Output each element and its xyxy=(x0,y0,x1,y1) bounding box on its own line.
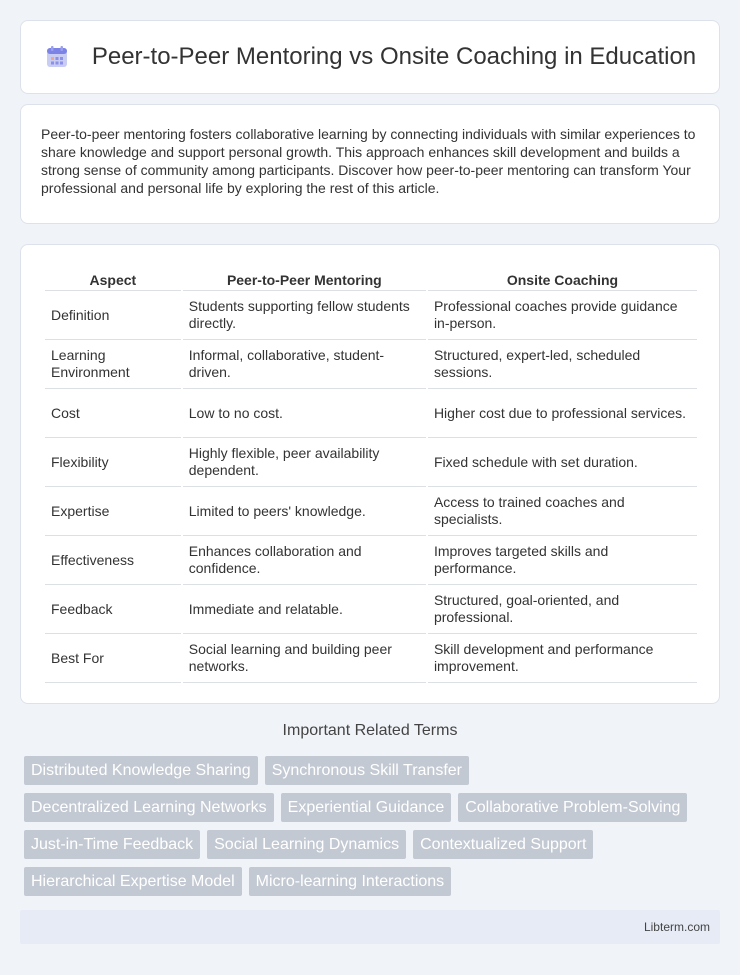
header-card xyxy=(20,20,720,94)
onsite-cell: Fixed schedule with set duration. xyxy=(428,438,697,487)
peer-cell: Immediate and relatable. xyxy=(183,585,426,634)
related-terms-list xyxy=(24,756,724,904)
tag-row xyxy=(24,793,724,822)
comparison-table xyxy=(43,265,699,683)
related-term-tag[interactable]: Hierarchical Expertise Model xyxy=(24,867,242,896)
onsite-cell: Professional coaches provide guidance in-person. xyxy=(428,291,697,340)
aspect-cell: Expertise xyxy=(45,487,181,536)
table-row xyxy=(45,291,697,340)
related-term-tag[interactable]: Social Learning Dynamics xyxy=(207,830,406,859)
table-row xyxy=(45,536,697,585)
table-row xyxy=(45,634,697,683)
header-onsite-coaching: Onsite Coaching xyxy=(428,265,697,291)
intro-text: Peer-to-peer mentoring fosters collaborative learning by connecting individuals with similar experiences to share knowledge and support personal growth. This approach enhances skill development and builds a strong sense of community among participants. Discover how peer-to-peer mentoring can transform Your professional and personal life by exploring the rest of this article. xyxy=(41,126,696,196)
footer xyxy=(20,910,720,944)
aspect-cell: Feedback xyxy=(45,585,181,634)
aspect-cell: Cost xyxy=(45,389,181,438)
related-term-tag[interactable]: Decentralized Learning Networks xyxy=(24,793,274,822)
page-title: Peer-to-Peer Mentoring vs Onsite Coaching in Education xyxy=(91,43,697,70)
related-terms-title: Important Related Terms xyxy=(282,722,458,739)
header-aspect: Aspect xyxy=(45,265,181,291)
comparison-card xyxy=(20,244,720,704)
related-term-tag[interactable]: Contextualized Support xyxy=(413,830,593,859)
peer-cell: Low to no cost. xyxy=(183,389,426,438)
calendar-icon xyxy=(44,44,70,70)
tag-row xyxy=(24,756,724,785)
peer-cell: Informal, collaborative, student-driven. xyxy=(183,340,426,389)
onsite-cell: Higher cost due to professional services. xyxy=(428,389,697,438)
aspect-cell: Flexibility xyxy=(45,438,181,487)
onsite-cell: Access to trained coaches and specialists. xyxy=(428,487,697,536)
table-row xyxy=(45,487,697,536)
peer-cell: Social learning and building peer networks. xyxy=(183,634,426,683)
onsite-cell: Structured, expert-led, scheduled sessions. xyxy=(428,340,697,389)
onsite-cell: Improves targeted skills and performance. xyxy=(428,536,697,585)
intro-card xyxy=(20,104,720,224)
related-term-tag[interactable]: Just-in-Time Feedback xyxy=(24,830,200,859)
related-term-tag[interactable]: Synchronous Skill Transfer xyxy=(265,756,469,785)
peer-cell: Highly flexible, peer availability dependent. xyxy=(183,438,426,487)
aspect-cell: Definition xyxy=(45,291,181,340)
related-term-tag[interactable]: Experiential Guidance xyxy=(281,793,452,822)
aspect-cell: Learning Environment xyxy=(45,340,181,389)
peer-cell: Enhances collaboration and confidence. xyxy=(183,536,426,585)
aspect-cell: Best For xyxy=(45,634,181,683)
related-term-tag[interactable]: Micro-learning Interactions xyxy=(249,867,452,896)
table-row xyxy=(45,585,697,634)
onsite-cell: Structured, goal-oriented, and professional. xyxy=(428,585,697,634)
related-term-tag[interactable]: Distributed Knowledge Sharing xyxy=(24,756,258,785)
onsite-cell: Skill development and performance improvement. xyxy=(428,634,697,683)
tag-row xyxy=(24,867,724,896)
aspect-cell: Effectiveness xyxy=(45,536,181,585)
peer-cell: Limited to peers' knowledge. xyxy=(183,487,426,536)
header-peer-mentoring: Peer-to-Peer Mentoring xyxy=(183,265,426,291)
table-row xyxy=(45,389,697,438)
related-term-tag[interactable]: Collaborative Problem-Solving xyxy=(458,793,687,822)
peer-cell: Students supporting fellow students directly. xyxy=(183,291,426,340)
table-row xyxy=(45,340,697,389)
table-row xyxy=(45,438,697,487)
table-header-row xyxy=(45,265,697,291)
tag-row xyxy=(24,830,724,859)
footer-site-link[interactable]: Libterm.com xyxy=(643,920,710,934)
